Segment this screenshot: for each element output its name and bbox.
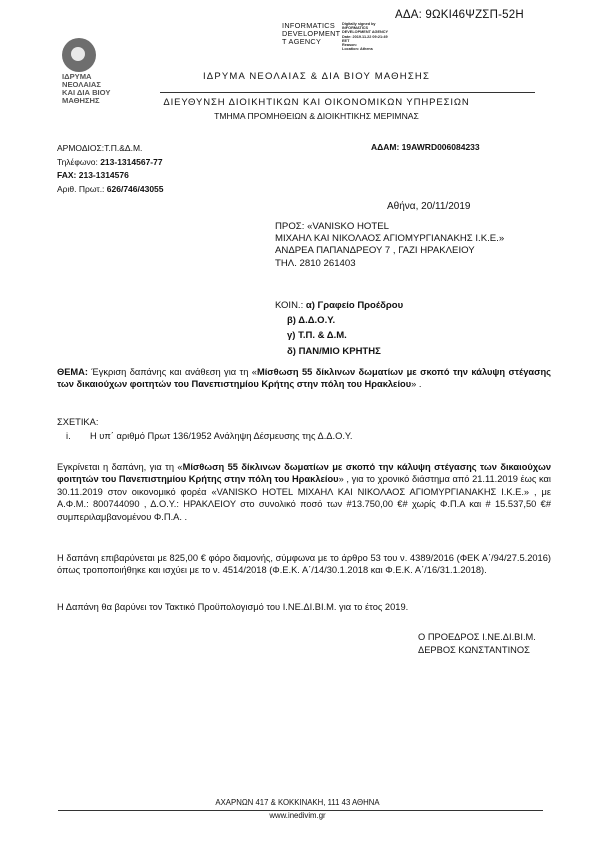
references-label: ΣΧΕΤΙΚΑ: <box>57 417 99 427</box>
tax-paragraph: Η δαπάνη επιβαρύνεται με 825,00 € φόρο διαμονής, σύμφωνα με το άρθρο 53 του ν. 4389/2016 (ΦΕΚ Α΄/94/27.5.2016) όπως τροποποιήθηκε και ισχύει με το ν. 4514/2018 (Φ.Ε.Κ. Α΄/14/30.1.2018 και Φ.Ε.Κ. Α΄/16/31.1.2018). <box>57 553 551 576</box>
inedivim-logo-icon <box>62 38 96 72</box>
approval-paragraph: Εγκρίνεται η δαπάνη, για τη «Μίσθωση 55 δίκλινων δωματίων με σκοπό την κάλυψη στέγασης των δικαιούχων φοιτητών του Πανεπιστημίου Κρήτης στην πόλη του Ηρακλείου» , για το χρονικό διάστημα από 21.11.2019 έως και 30.11.2019 στον οικονομικό φορέα «VANISKO HOTEL ΜΙΧΑΗΛ ΚΑΙ ΝΙΚΟΛΑΟΣ ΑΓΙΟΜΥΡΓΙΑΝΑΚΗΣ Ι.Κ.Ε.» , με Α.Φ.Μ.: 800744090 , Δ.Ο.Υ.: ΗΡΑΚΛΕΙΟΥ στο συνολικό ποσό των #13.750,00 €# χωρίς Φ.Π.Α και # 15.537,50 €# συμπεριλαμβανομένου Φ.Π.Α. . <box>57 462 551 522</box>
responsible: ΑΡΜΟΔΙΟΣ:Τ.Π.&Δ.Μ. <box>57 143 143 153</box>
header-divider <box>160 92 535 93</box>
signature-block <box>418 631 536 657</box>
subject-paragraph: ΘΕΜΑ: Έγκριση δαπάνης και ανάθεση για τη «Μίσθωση 55 δίκλινων δωματίων με σκοπό την κάλυψη στέγασης των δικαιούχων φοιτητών του Πανεπιστημίου Κρήτης στην πόλη του Ηρακλείου» . <box>57 367 551 390</box>
protocol-line: Αριθ. Πρωτ.: 626/746/43055 <box>57 184 164 195</box>
fax-line: FAX: 213-1314576 <box>57 170 129 181</box>
contact-block <box>57 142 164 197</box>
reference-item: i. Η υπ΄ αριθμό Πρωτ 136/1952 Ανάληψη Δέσμευσης της Δ.Δ.Ο.Υ. <box>66 431 353 441</box>
recipient-block: ΠΡΟΣ: «VANISKO HOTEL ΜΙΧΑΗΛ ΚΑΙ ΝΙΚΟΛΑΟΣ ΑΓΙΟΜΥΡΓΙΑΝΑΚΗΣ Ι.Κ.Ε.» ΑΝΔΡΕΑ ΠΑΠΑΝΔΡΕΟΥ 7 , ΓΑΖΙ ΗΡΑΚΛΕΙΟΥ ΤΗΛ. 2810 261403 <box>275 221 505 269</box>
footer-address: ΑΧΑΡΝΩΝ 417 & ΚΟΚΚΙΝΑΚΗ, 111 43 ΑΘΗΝΑ <box>215 798 380 807</box>
directorate-title: ΔΙΕΥΘΥΝΣΗ ΔΙΟΙΚΗΤΙΚΩΝ ΚΑΙ ΟΙΚΟΝΟΜΙΚΩΝ ΥΠΗΡΕΣΙΩΝ <box>163 97 470 108</box>
signatory-title: Ο ΠΡΟΕΔΡΟΣ Ι.ΝΕ.ΔΙ.ΒΙ.Μ. <box>418 632 536 642</box>
signature-stamp-details: Digitally signed by INFORMATICS DEVELOPMENT AGENCY Date: 2019.11.22 09:21:49 EET Reason: Location: Athens <box>342 22 389 52</box>
footer-website: www.inedivim.gr <box>269 811 326 820</box>
logo-text: ΙΔΡΥΜΑ ΝΕΟΛΑΙΑΣ ΚΑΙ ΔΙΑ ΒΙΟΥ ΜΑΘΗΣΗΣ <box>62 72 111 105</box>
document-date: Αθήνα, 20/11/2019 <box>387 201 471 212</box>
adam-code: ΑΔΑΜ: 19AWRD006084233 <box>371 142 480 152</box>
signatory-name: ΔΕΡΒΟΣ ΚΩΝΣΤΑΝΤΙΝΟΣ <box>418 645 530 655</box>
department-title: ΤΜΗΜΑ ΠΡΟΜΗΘΕΙΩΝ & ΔΙΟΙΚΗΤΙΚΗΣ ΜΕΡΙΜΝΑΣ <box>214 111 419 121</box>
phone-line: Τηλέφωνο: 213-1314567-77 <box>57 156 163 167</box>
cc-block: ΚΟΙΝ.: α) Γραφείο Προέδρου β) Δ.Δ.Ο.Υ. γ) Τ.Π. & Δ.Μ. δ) ΠΑΝ/ΜΙΟ ΚΡΗΤΗΣ <box>275 300 404 357</box>
ada-code: ΑΔΑ: 9ΩΚΙ46ΨΖΣΠ-52Η <box>395 9 524 21</box>
signature-stamp-label: INFORMATICS DEVELOPMENT T AGENCY <box>282 21 341 46</box>
org-title: ΙΔΡΥΜΑ ΝΕΟΛΑΙΑΣ & ΔΙΑ ΒΙΟΥ ΜΑΘΗΣΗΣ <box>202 71 431 82</box>
budget-paragraph: Η Δαπάνη θα βαρύνει τον Τακτικό Προϋπολογισμό του Ι.ΝΕ.ΔΙ.ΒΙ.Μ. για το έτος 2019. <box>57 602 409 612</box>
to-label: ΠΡΟΣ: <box>275 221 305 232</box>
